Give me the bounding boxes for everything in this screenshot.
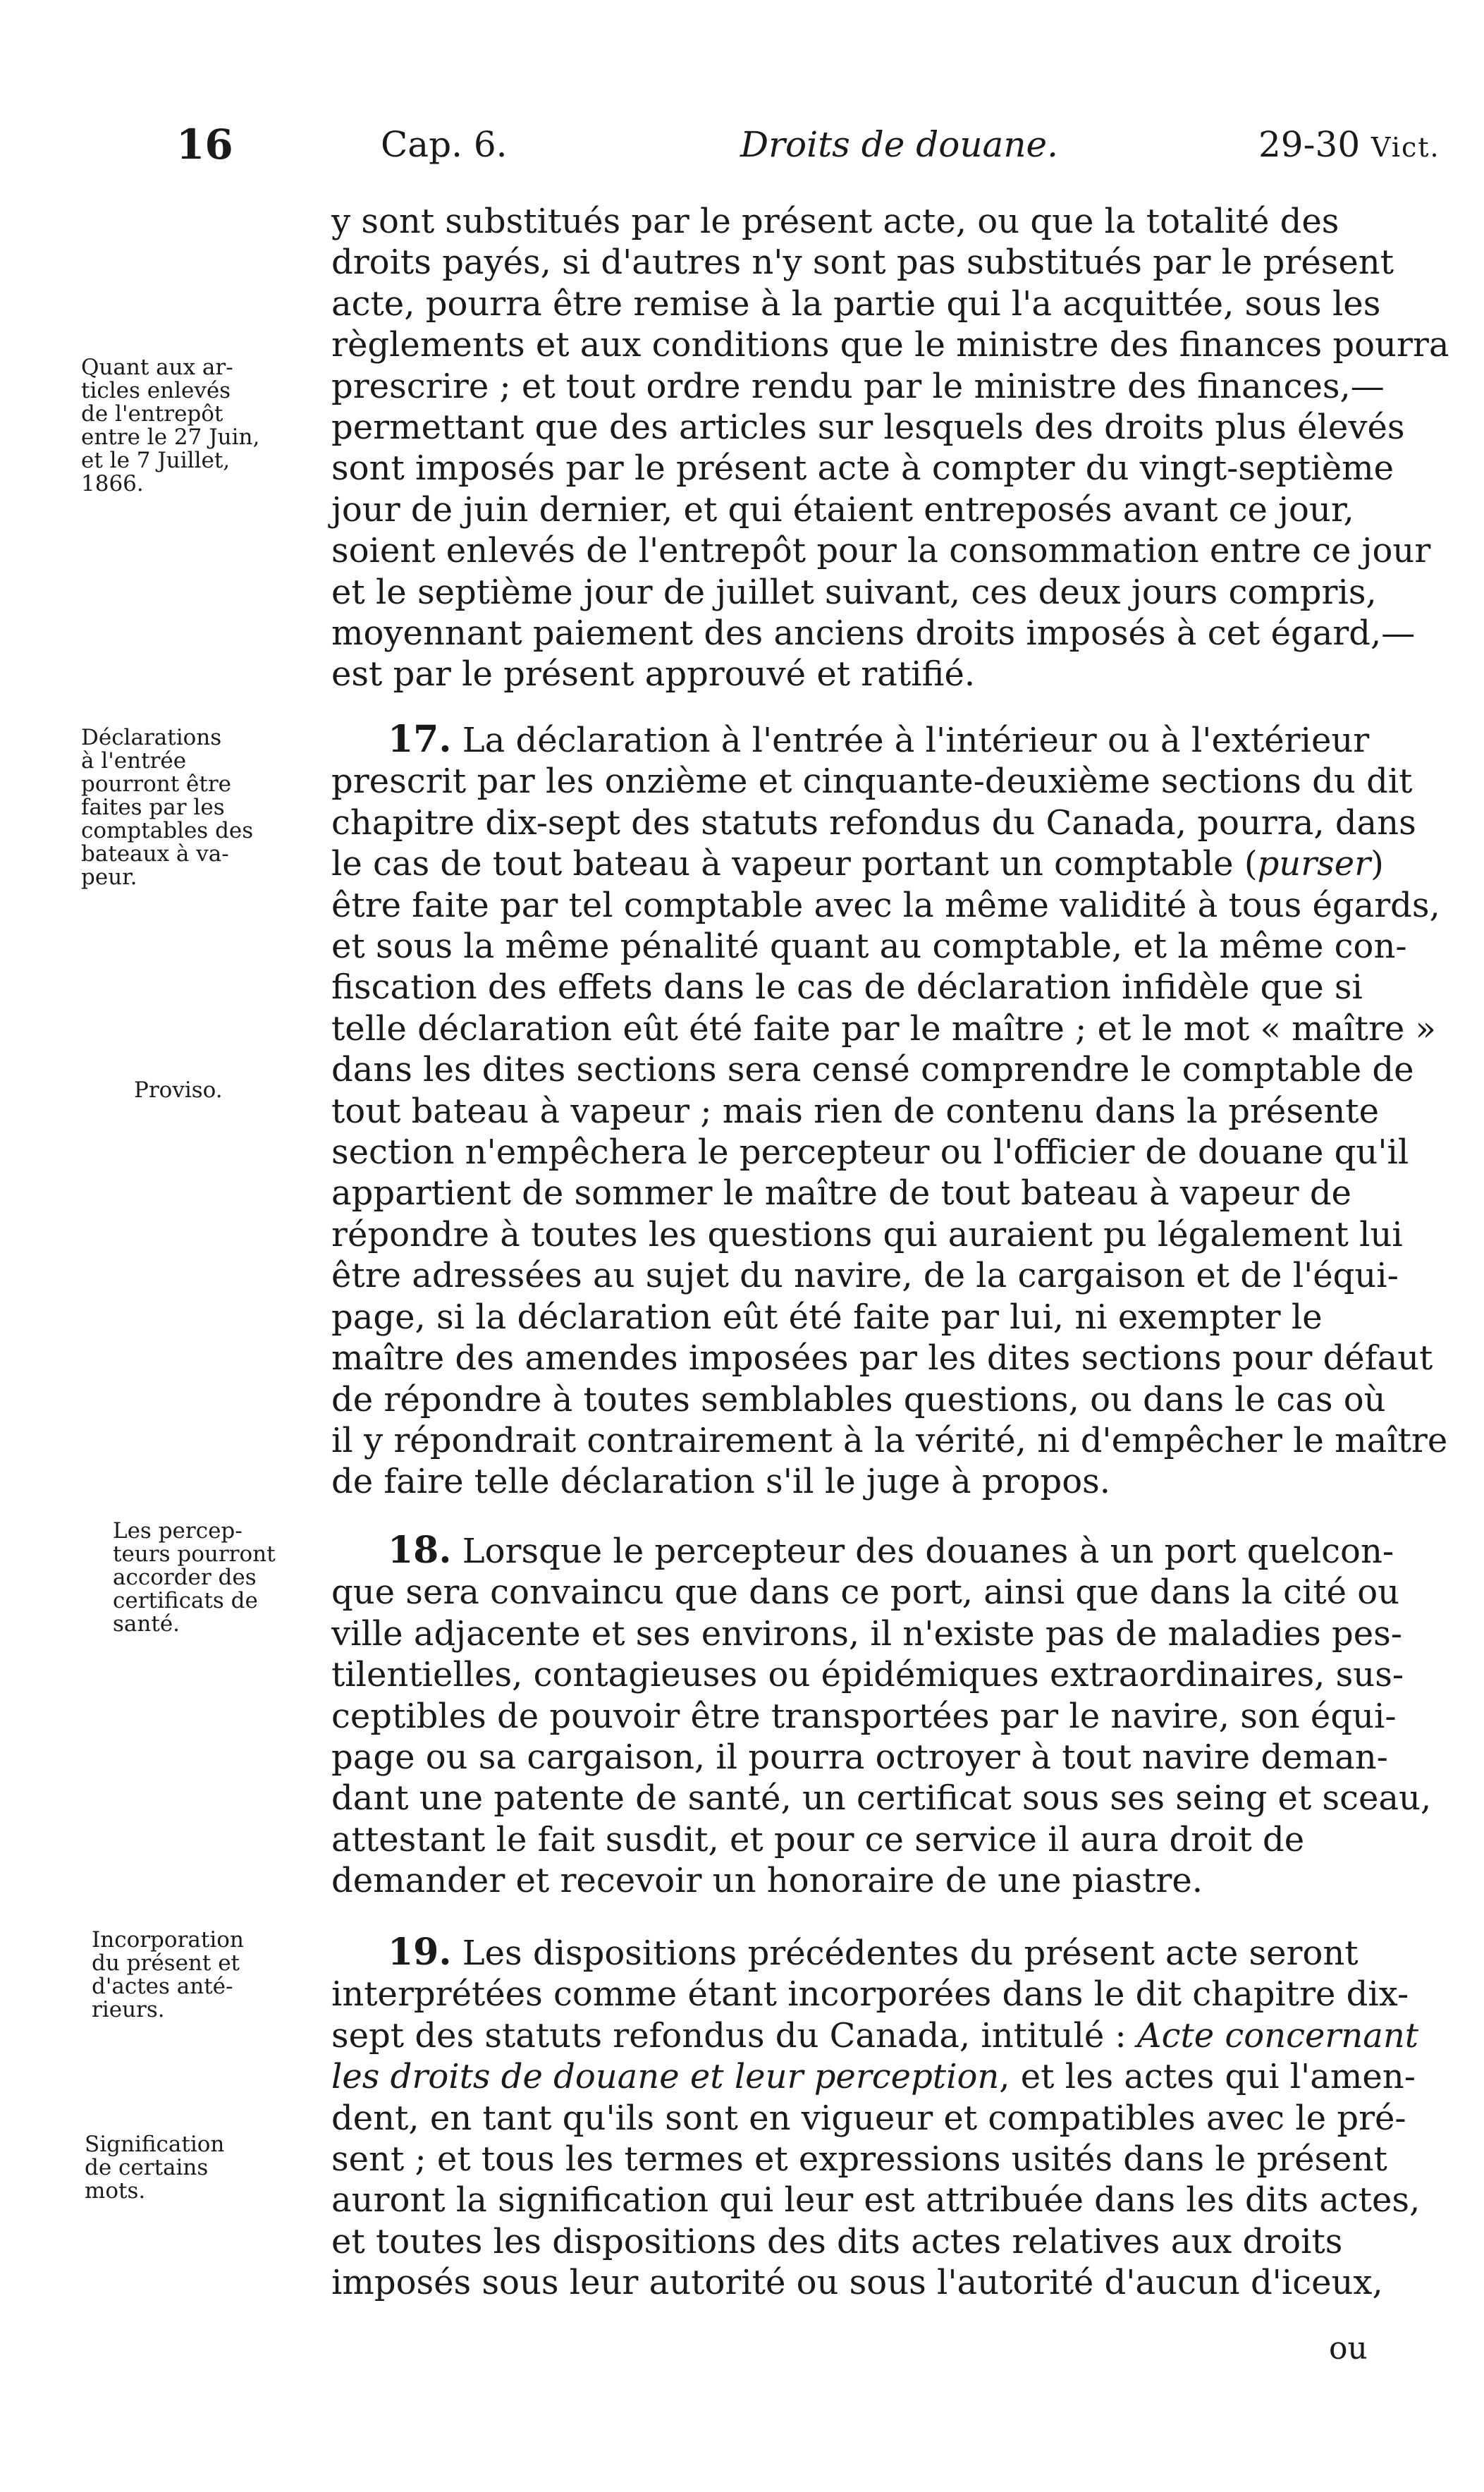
text-line: dant une patente de santé, un certificat sous ses seing et sceau, [331, 1778, 1432, 1819]
margin-note-line: de l'entrepôt [81, 401, 223, 427]
section-19 [331, 1932, 1459, 2304]
text-line-part: le cas de tout bateau à vapeur portant un comptable ( [331, 844, 1258, 884]
text-line: permettant que des articles sur lesquels des droits plus élevés [331, 408, 1405, 448]
text-line: y sont substitués par le présent acte, ou que la totalité des [331, 202, 1339, 241]
text-line: sont imposés par le présent acte à compter du vingt-septième [331, 448, 1394, 489]
intro-paragraph [331, 201, 1459, 695]
margin-note-line: Proviso. [134, 1077, 223, 1103]
margin-note-declarations [81, 726, 331, 889]
text-line: Lorsque le percepteur des douanes à un port quelcon- [451, 1532, 1394, 1571]
text-line: Les dispositions précédentes du présent acte seront [451, 1934, 1359, 1973]
running-title: Droits de douane. [740, 124, 1059, 165]
margin-note-line: santé. [113, 1611, 180, 1637]
section-first-line [331, 1932, 1459, 1974]
section-number: 19. [388, 1931, 452, 1974]
text-line: répondre à toutes les questions qui auraient pu légalement lui [331, 1214, 1403, 1254]
text-line: dans les dites sections sera censé comprendre le comptable de [331, 1050, 1414, 1090]
text-line: de répondre à toutes semblables questions, ou dans le cas où [331, 1379, 1386, 1419]
margin-note-line: Incorporation [92, 1927, 244, 1953]
text-line: acte, pourra être remise à la partie qui l'a acquittée, sous les [331, 283, 1381, 324]
act-title-part-2: les droits de douane et leur perception [331, 2057, 1000, 2097]
text-line: est par le présent approuvé et ratifié. [331, 654, 976, 695]
text-line: il y répondrait contrairement à la vérité, ni d'empêcher le maître [331, 1420, 1448, 1460]
margin-note-line: et le 7 Juillet, [81, 448, 231, 473]
text-line: telle déclaration eût été faite par le maître ; et le mot « maître » [331, 1008, 1436, 1049]
act-title-part-1: Acte concernant [1136, 2015, 1419, 2056]
text-line [331, 2015, 1459, 2056]
text-line [331, 2056, 1459, 2097]
text-line: interprétées comme étant incorporées dans le dit chapitre dix- [331, 1974, 1409, 2015]
text-line: moyennant paiement des anciens droits imposés à cet égard,— [331, 613, 1416, 654]
text-line: et le septième jour de juillet suivant, ces deux jours compris, [331, 572, 1377, 612]
margin-note-line: pourront être [81, 771, 232, 797]
margin-note-incorporation [92, 1929, 342, 2022]
margin-note-entrepot [81, 356, 331, 496]
text-line: dent, en tant qu'ils sont en vigueur et compatibles avec le pré- [331, 2098, 1406, 2138]
section-number: 18. [388, 1529, 452, 1572]
margin-note-line: Les percep- [113, 1518, 243, 1544]
margin-note-line: d'actes anté- [92, 1974, 233, 1999]
margin-note-line: faites par les [81, 795, 225, 820]
text-line: ceptibles de pouvoir être transportées par le navire, son équi- [331, 1696, 1397, 1736]
section-number: 17. [388, 718, 452, 761]
text-line: prescrit par les onzième et cinquante-deuxième sections du dit [331, 762, 1413, 802]
page-number: 16 [176, 121, 233, 169]
regnal-year-vict: Vict. [1371, 132, 1440, 163]
margin-note-line: comptables des [81, 818, 254, 843]
text-line: soient enlevés de l'entrepôt pour la consommation entre ce jour [331, 531, 1431, 571]
margin-note-line: certificats de [113, 1588, 258, 1613]
text-line: page, si la déclaration eût été faite par lui, ni exempter le [331, 1297, 1323, 1337]
text-line: maître des amendes imposées par les dites sections pour défaut [331, 1338, 1433, 1379]
text-line: jour de juin dernier, et qui étaient entreposés avant ce jour, [331, 489, 1354, 530]
text-line: règlements et aux conditions que le ministre des finances pourra [331, 325, 1449, 365]
section-first-line [331, 1530, 1459, 1572]
text-line: page ou sa cargaison, il pourra octroyer à tout navire deman- [331, 1737, 1388, 1778]
text-line: sent ; et tous les termes et expressions usités dans le présent [331, 2139, 1387, 2180]
section-first-line [331, 719, 1459, 761]
text-line: tout bateau à vapeur ; mais rien de contenu dans la présente [331, 1091, 1379, 1131]
text-line: section n'empêchera le percepteur ou l'officier de douane qu'il [331, 1132, 1409, 1173]
text-line: imposés sous leur autorité ou sous l'autorité d'aucun d'iceux, [331, 2263, 1383, 2303]
text-line: chapitre dix-sept des statuts refondus du Canada, pourra, dans [331, 802, 1416, 843]
margin-note-line: entre le 27 Juin, [81, 425, 260, 450]
text-line: La déclaration à l'entrée à l'intérieur ou à l'extérieur [451, 721, 1370, 760]
text-line: et toutes les dispositions des dits actes relatives aux droits [331, 2221, 1343, 2261]
text-line: prescrire ; et tout ordre rendu par le ministre des finances,— [331, 366, 1385, 406]
text-line: tilentielles, contagieuses ou épidémiques extraordinaires, sus- [331, 1655, 1404, 1695]
text-line: être faite par tel comptable avec la même validité à tous égards, [331, 885, 1440, 925]
margin-note-line: Signification [85, 2132, 225, 2157]
margin-note-line: ticles enlevés [81, 378, 231, 403]
margin-note-line: de certains [85, 2155, 209, 2180]
margin-note-line: bateaux à va- [81, 841, 229, 867]
text-line [331, 843, 1459, 884]
catchword: ou [1329, 2331, 1368, 2366]
margin-note-line: Quant aux ar- [81, 355, 233, 380]
text-line: demander et recevoir un honoraire de une piastre. [331, 1861, 1203, 1901]
text-line: fiscation des effets dans le cas de déclaration infidèle que si [331, 967, 1363, 1008]
text-line: attestant le fait susdit, et pour ce service il aura droit de [331, 1819, 1305, 1859]
margin-note-line: accorder des [113, 1565, 257, 1590]
margin-note-line: du présent et [92, 1950, 240, 1976]
margin-note-line: à l'entrée [81, 748, 187, 774]
text-line: que sera convaincu que dans ce port, ainsi que dans la cité ou [331, 1572, 1400, 1613]
text-line: ville adjacente et ses environs, il n'existe pas de maladies pes- [331, 1613, 1402, 1654]
text-line-part: sept des statuts refondus du Canada, intitulé : [331, 2015, 1137, 2056]
margin-note-line: 1866. [81, 471, 144, 496]
text-line: et sous la même pénalité quant au comptable, et la même con- [331, 927, 1407, 967]
regnal-year-number: 29-30 [1258, 124, 1361, 165]
margin-note-line: peur. [81, 865, 137, 890]
margin-note-line: rieurs. [92, 1997, 165, 2022]
text-line: de faire telle déclaration s'il le juge à propos. [331, 1462, 1111, 1502]
margin-note-line: teurs pourront [113, 1541, 276, 1567]
regnal-year [1258, 123, 1440, 169]
margin-note-line: mots. [85, 2178, 146, 2204]
chapter-label: Cap. 6. [381, 124, 508, 165]
text-line: être adressées au sujet du navire, de la cargaison et de l'équi- [331, 1256, 1399, 1296]
purser-term: purser [1257, 844, 1371, 884]
section-18 [331, 1530, 1459, 1902]
text-line-part: , et les actes qui l'amen- [999, 2057, 1416, 2097]
margin-note-line: Déclarations [81, 725, 222, 750]
text-line: appartient de sommer le maître de tout bateau à vapeur de [331, 1173, 1351, 1214]
margin-note-percepteurs [113, 1520, 363, 1636]
margin-note-proviso [134, 1079, 384, 1102]
section-17 [331, 719, 1459, 1503]
margin-note-signification [85, 2133, 335, 2203]
text-line: auront la signification qui leur est attribuée dans les dits actes, [331, 2180, 1421, 2221]
close-paren: ) [1370, 844, 1384, 884]
text-line: droits payés, si d'autres n'y sont pas substitués par le présent [331, 243, 1394, 283]
